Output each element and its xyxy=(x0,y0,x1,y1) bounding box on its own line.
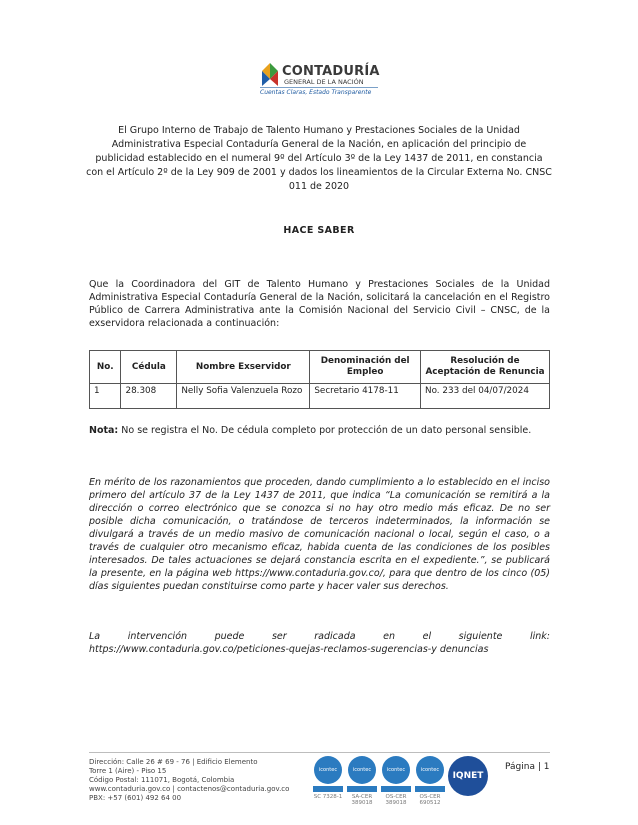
footer-address-line: Torre 1 (Aire) - Piso 15 xyxy=(89,767,167,775)
cell-no: 1 xyxy=(90,384,121,409)
header-resolucion: Resolución de Aceptación de Renuncia xyxy=(421,351,550,384)
intro-paragraph: El Grupo Interno de Trabajo de Talento Humano y Prestaciones Sociales de la Unidad Administrativa Especial Contaduría General de la Nación, en aplicación del principio de publicidad establecido en el numeral 9º del Artículo 3º de la Ley 1437 de 2011, en constancia con el Artículo 2º de la Ley 909 de 2001 y dados los lineamientos de la Circular Externa No. CNSC 011 de 2020 xyxy=(86,125,552,192)
certification-badge xyxy=(347,756,377,806)
logo-name: CONTADURÍA xyxy=(282,64,380,79)
nota-label: Nota: xyxy=(89,425,119,436)
body-paragraph-3: La intervención puede ser radicada en el siguiente link: https://www.contaduria.gov.co/peticiones-quejas-reclamos-sugerencias-y denuncias xyxy=(89,631,550,655)
footer-address-line: Dirección: Calle 26 # 69 - 76 | Edificio Elemento xyxy=(89,758,258,766)
header-no: No. xyxy=(90,351,121,384)
cell-nombre: Nelly Sofia Valenzuela Rozo xyxy=(177,384,310,409)
logo-divider xyxy=(260,87,378,88)
nota-text: No se registra el No. De cédula completo por protección de un dato personal sensible. xyxy=(118,425,532,436)
cell-denominacion: Secretario 4178-11 xyxy=(310,384,421,409)
certification-code: OS-CER 389018 xyxy=(385,794,407,806)
footer-address-line: www.contaduria.gov.co | contactenos@contaduria.gov.co xyxy=(89,785,290,793)
footer-address xyxy=(89,758,289,803)
footer-address-line: Código Postal: 111071, Bogotá, Colombia xyxy=(89,776,235,784)
table-header-row xyxy=(90,351,550,384)
exservidor-table xyxy=(89,350,550,409)
header-denominacion: Denominación del Empleo xyxy=(310,351,421,384)
certification-badge xyxy=(313,756,343,800)
icontec-icon: icontec xyxy=(314,756,342,784)
icontec-icon: icontec xyxy=(416,756,444,784)
header-nombre: Nombre Exservidor xyxy=(177,351,310,384)
certification-badge xyxy=(381,756,411,806)
certification-badge xyxy=(415,756,445,806)
page-number: Página | 1 xyxy=(505,762,550,772)
contaduria-emblem-icon xyxy=(258,62,282,88)
icontec-icon: icontec xyxy=(348,756,376,784)
body-paragraph-1: Que la Coordinadora del GIT de Talento Humano y Prestaciones Sociales de la Unidad Administrativa Especial Contaduría General de la Nación, solicitará la cancelación en el Registro Público de Carrera Administrativa ante la Comisión Nacional del Servicio Civil – CNSC, de la exservidora relacionada a continuación: xyxy=(89,279,550,329)
logo-subtitle: GENERAL DE LA NACIÓN xyxy=(284,78,364,86)
header-cedula: Cédula xyxy=(121,351,177,384)
table-row xyxy=(90,384,550,409)
logo-tagline: Cuentas Claras, Estado Transparente xyxy=(260,89,372,96)
iqnet-badge-icon: IQNET xyxy=(448,756,488,796)
certification-code: SC 7328-1 xyxy=(313,794,343,800)
certification-code: OS-CER 690512 xyxy=(419,794,441,806)
nota-paragraph xyxy=(89,424,550,437)
section-heading: HACE SABER xyxy=(283,225,355,236)
icontec-icon: icontec xyxy=(382,756,410,784)
body-paragraph-2: En mérito de los razonamientos que proceden, dando cumplimiento a lo establecido en el inciso primero del artículo 37 de la Ley 1437 de 2011, que indica “La comunicación se remitirá a la dirección o correo electrónico que se conozca si no hay otro medio más eficaz. De no ser posible dicha comunicación, o tratándose de terceros indeterminados, la información se divulgará a través de un medio masivo de comunicación nacional o local, según el caso, o a través de cualquier otro mecanismo eficaz, habida cuenta de las condiciones de los posibles interesados. De tales actuaciones se dejará constancia escrita en el expediente.”, se publicará la presente, en la página web https://www.contaduria.gov.co/, para que dentro de los cinco (05) días siguientes puedan constituirse como parte y hacer valer sus derechos. xyxy=(89,477,550,592)
cell-resolucion: No. 233 del 04/07/2024 xyxy=(421,384,550,409)
cell-cedula: 28.308 xyxy=(121,384,177,409)
footer-address-line: PBX: +57 (601) 492 64 00 xyxy=(89,794,182,802)
certification-code: SA-CER 389018 xyxy=(351,794,373,806)
contaduria-logo xyxy=(258,62,388,98)
footer-divider xyxy=(89,752,550,753)
